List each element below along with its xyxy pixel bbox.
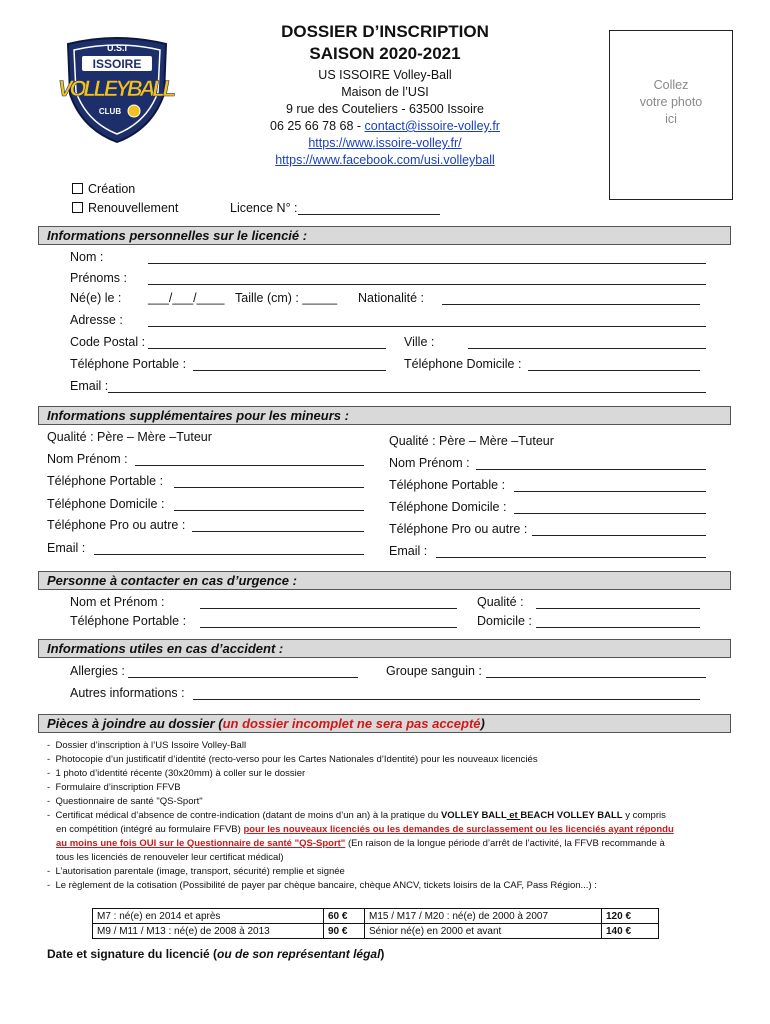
groupe-sanguin-field[interactable] <box>486 677 706 678</box>
tarif-price: 60 € <box>324 909 365 924</box>
piece-item-8-text: Le règlement de la cotisation (Possibilité de payer par chèque bancaire, chèque ANCV, tickets loisirs de la CAF, Pass Région...) : <box>55 880 597 891</box>
club-website-link[interactable]: https://www.issoire-volley.fr/ <box>308 136 462 150</box>
certif-text-e: y compris <box>622 810 666 821</box>
form-title: DOSSIER D’INSCRIPTION <box>281 22 489 41</box>
season-title: SAISON 2020-2021 <box>309 44 461 63</box>
certif-red-1: pour les nouveaux licenciés ou les demandes de surclassement ou les licenciés ayant répondu <box>243 824 674 835</box>
urgence-domicile-field[interactable] <box>536 627 700 628</box>
signature-italic: ou de son représentant légal <box>217 947 381 961</box>
certif-line-3 <box>56 838 665 849</box>
certif-et: et <box>506 810 521 821</box>
photo-box <box>609 30 733 200</box>
parent1-tel-domicile-label: Téléphone Domicile : <box>47 497 165 511</box>
club-phone: 06 25 66 78 68 - <box>270 119 365 133</box>
signature-label <box>47 947 384 961</box>
parent2-qualite: Qualité : Père – Mère –Tuteur <box>389 434 554 448</box>
ville-field[interactable] <box>468 348 706 349</box>
parent1-tel-portable-label: Téléphone Portable : <box>47 474 164 488</box>
svg-text:U.S.I: U.S.I <box>106 43 128 53</box>
birthdate-field[interactable]: ___/___/____ <box>148 291 225 305</box>
parent1-nom-field[interactable] <box>135 465 364 466</box>
prenoms-label: Prénoms : <box>70 271 127 285</box>
piece-item-7-text: L’autorisation parentale (image, transport, sécurité) remplie et signée <box>55 866 345 877</box>
certif-beach: BEACH VOLLEY BALL <box>520 810 623 821</box>
nationalite-field[interactable] <box>442 304 700 305</box>
club-house: Maison de l’USI <box>341 85 429 99</box>
parent2-tel-portable-label: Téléphone Portable : <box>389 478 506 492</box>
section-pieces-header <box>38 714 731 733</box>
certif-line2-text: en compétition (intégré au formulaire FFVB) <box>56 824 244 835</box>
adresse-label: Adresse : <box>70 313 123 327</box>
pieces-warning: un dossier incomplet ne sera pas accepté <box>222 716 481 731</box>
renouvellement-option[interactable] <box>72 201 178 215</box>
table-row <box>93 924 659 939</box>
parent2-nom-label: Nom Prénom : <box>389 456 470 470</box>
piece-item-4-text: Formulaire d’inscription FFVB <box>55 782 181 793</box>
email-label: Email : <box>70 379 109 393</box>
urgence-qualite-field[interactable] <box>536 608 700 609</box>
parent2-nom-field[interactable] <box>476 469 706 470</box>
certif-line3-text: (En raison de la longue période d’arrêt de l’activité, la FFVB recommande à <box>345 838 665 849</box>
creation-option[interactable] <box>72 182 135 196</box>
club-logo <box>52 34 182 149</box>
certif-line-2 <box>56 824 674 835</box>
parent2-tel-portable-field[interactable] <box>514 491 706 492</box>
tarif-price: 120 € <box>602 909 659 924</box>
tel-domicile-label: Téléphone Domicile : <box>404 357 522 371</box>
prenoms-field[interactable] <box>148 284 706 285</box>
signature-main: Date et signature du licencié ( <box>47 947 218 961</box>
tel-portable-label: Téléphone Portable : <box>70 357 187 371</box>
svg-text:ISSOIRE: ISSOIRE <box>92 57 142 71</box>
section-personal-header: Informations personnelles sur le licencié : <box>38 226 731 245</box>
nationalite-label: Nationalité : <box>358 291 425 305</box>
licence-field[interactable] <box>298 214 440 215</box>
photo-label-3: ici <box>665 112 677 126</box>
birthdate-label: Né(e) le : <box>70 291 122 305</box>
urgence-nom-label: Nom et Prénom : <box>70 595 165 609</box>
club-facebook-link[interactable]: https://www.facebook.com/usi.volleyball <box>275 153 495 167</box>
piece-item-3-text: 1 photo d’identité récente (30x20mm) à coller sur le dossier <box>55 768 306 779</box>
tarif-price: 90 € <box>324 924 365 939</box>
urgence-tel-label: Téléphone Portable : <box>70 614 187 628</box>
renouvellement-label: Renouvellement <box>88 201 179 215</box>
parent1-tel-pro-field[interactable] <box>192 531 364 532</box>
piece-item-2-text: Photocopie d’un justificatif d’identité (recto-verso pour les Cartes Nationales d’Identité) pour les nouveaux licenciés <box>55 754 538 765</box>
piece-item-1-text: Dossier d’inscription à l’US Issoire Volley-Ball <box>55 740 247 751</box>
tel-portable-field[interactable] <box>193 370 386 371</box>
allergies-label: Allergies : <box>70 664 125 678</box>
tarif-category: Sénior né(e) en 2000 et avant <box>365 924 602 939</box>
photo-label-2: votre photo <box>639 95 703 109</box>
parent1-tel-pro-label: Téléphone Pro ou autre : <box>47 518 186 532</box>
certif-red-2: au moins une fois OUI sur le Questionnaire de santé "QS-Sport" <box>56 838 346 849</box>
parent1-email-field[interactable] <box>94 554 364 555</box>
club-facebook-row <box>235 153 535 167</box>
tel-domicile-field[interactable] <box>528 370 700 371</box>
section-urgence-header: Personne à contacter en cas d’urgence : <box>38 571 731 590</box>
tarif-category: M7 : né(e) en 2014 et après <box>93 909 324 924</box>
certif-line-4: tous les licenciés de renouveler leur certificat médical) <box>56 852 284 863</box>
renouvellement-checkbox[interactable] <box>72 202 83 213</box>
certif-text-a: Certificat médical d’absence de contre-indication (datant de moins d’un an) à la pratique du <box>55 810 441 821</box>
section-minors-header: Informations supplémentaires pour les mineurs : <box>38 406 731 425</box>
svg-text:CLUB: CLUB <box>98 107 122 116</box>
club-contact <box>235 119 535 133</box>
certif-volley: VOLLEY BALL <box>440 810 507 821</box>
parent1-nom-label: Nom Prénom : <box>47 452 128 466</box>
urgence-nom-field[interactable] <box>200 608 457 609</box>
email-field[interactable] <box>108 392 706 393</box>
piece-item-certif: - Certificat médical d’absence de contre-indication (datant de moins d’un an) à la pratique du VOLLEY BALL et BEACH VOLLEY BALL y compris <box>47 810 666 821</box>
urgence-domicile-label: Domicile : <box>477 614 532 628</box>
parent1-email-label: Email : <box>47 541 86 555</box>
adresse-field[interactable] <box>148 326 706 327</box>
club-name: US ISSOIRE Volley-Ball <box>318 68 452 82</box>
signature-end: ) <box>380 947 385 961</box>
nom-field[interactable] <box>148 263 706 264</box>
parent1-tel-domicile-field[interactable] <box>174 510 364 511</box>
parent2-tel-domicile-label: Téléphone Domicile : <box>389 500 507 514</box>
parent2-tel-pro-label: Téléphone Pro ou autre : <box>389 522 528 536</box>
licence-label: Licence N° : <box>230 201 298 215</box>
photo-label-1: Collez <box>653 78 689 92</box>
club-website-row <box>235 136 535 150</box>
autres-info-field[interactable] <box>193 699 700 700</box>
piece-item-7: - L’autorisation parentale (image, transport, sécurité) remplie et signée <box>47 866 345 877</box>
pieces-title: Pièces à joindre au dossier ( <box>47 716 223 731</box>
svg-text:VOLLEYBALL: VOLLEYBALL <box>58 76 176 101</box>
parent1-qualite: Qualité : Père – Mère –Tuteur <box>47 430 212 444</box>
creation-label: Création <box>88 182 136 196</box>
tarif-category: M9 / M11 / M13 : né(e) de 2008 à 2013 <box>93 924 324 939</box>
piece-item-1: - Dossier d’inscription à l’US Issoire Volley-Ball <box>47 740 247 751</box>
piece-item-5-text: Questionnaire de santé "QS-Sport" <box>55 796 203 807</box>
club-email-link[interactable]: contact@issoire-volley.fr <box>364 119 500 133</box>
nom-label: Nom : <box>70 250 104 264</box>
tarif-category: M15 / M17 / M20 : né(e) de 2000 à 2007 <box>365 909 602 924</box>
piece-item-8: - Le règlement de la cotisation (Possibilité de payer par chèque bancaire, chèque ANCV, tickets loisirs de la CAF, Pass Région...) : <box>47 880 597 891</box>
ville-label: Ville : <box>404 335 435 349</box>
tarif-price: 140 € <box>602 924 659 939</box>
parent2-email-field[interactable] <box>436 557 706 558</box>
creation-checkbox[interactable] <box>72 183 83 194</box>
autres-info-label: Autres informations : <box>70 686 185 700</box>
code-postal-field[interactable] <box>148 348 386 349</box>
allergies-field[interactable] <box>128 677 358 678</box>
urgence-tel-field[interactable] <box>200 627 457 628</box>
club-address: 9 rue des Couteliers - 63500 Issoire <box>285 102 485 116</box>
piece-item-2: - Photocopie d’un justificatif d’identité (recto-verso pour les Cartes Nationales d’Identité) pour les nouveaux licenciés <box>47 754 538 765</box>
tarifs-table <box>92 908 659 939</box>
piece-item-4: - Formulaire d’inscription FFVB <box>47 782 181 793</box>
table-row <box>93 909 659 924</box>
pieces-title-end: ) <box>480 716 485 731</box>
piece-item-3: - 1 photo d’identité récente (30x20mm) à coller sur le dossier <box>47 768 306 779</box>
piece-item-5: - Questionnaire de santé "QS-Sport" <box>47 796 203 807</box>
taille-field[interactable]: Taille (cm) : _____ <box>235 291 338 305</box>
parent2-tel-pro-field[interactable] <box>532 535 706 536</box>
parent2-email-label: Email : <box>389 544 428 558</box>
parent2-tel-domicile-field[interactable] <box>514 513 706 514</box>
parent1-tel-portable-field[interactable] <box>174 487 364 488</box>
urgence-qualite-label: Qualité : <box>477 595 524 609</box>
code-postal-label: Code Postal : <box>70 335 146 349</box>
groupe-sanguin-label: Groupe sanguin : <box>386 664 482 678</box>
section-accident-header: Informations utiles en cas d’accident : <box>38 639 731 658</box>
